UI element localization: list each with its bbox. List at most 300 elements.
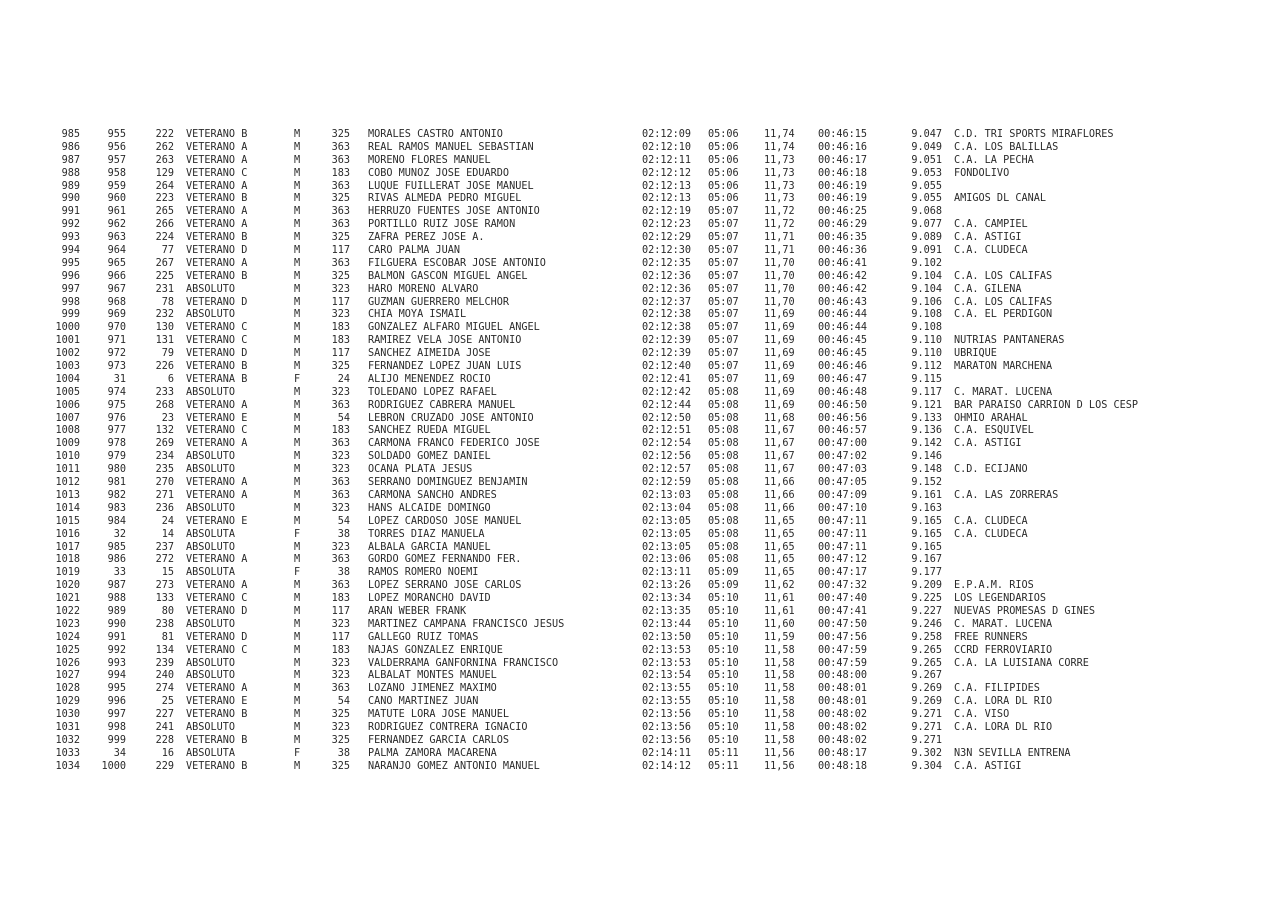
table-row (48, 155, 1248, 168)
gender-position-cell: 972 (107, 348, 126, 360)
pace-cell: 05:08 (708, 502, 739, 514)
club-cell: AMIGOS DL CANAL (954, 193, 1047, 205)
category-total-cell: 323 (331, 657, 350, 669)
overall-position-cell: 994 (61, 245, 80, 257)
category-total-cell: 183 (331, 425, 350, 437)
gender-position-cell: 999 (107, 734, 126, 746)
club-cell (942, 554, 1194, 567)
time-gap-cell: 00:48:02 (818, 734, 868, 746)
pace-cell: 05:10 (708, 657, 739, 669)
pace-cell: 05:07 (708, 206, 739, 218)
gender-position-cell: 969 (107, 309, 126, 321)
finish-time-cell: 02:13:05 (642, 528, 692, 540)
table-row (48, 580, 1248, 593)
pace-cell: 05:08 (708, 425, 739, 437)
finish-time-cell: 02:12:13 (642, 193, 692, 205)
points-cell: 9.108 (911, 309, 942, 321)
sex-cell: M (294, 296, 301, 308)
finish-time-cell: 02:12:39 (642, 335, 692, 347)
runner-name-cell: CARMONA SANCHO ANDRES (368, 489, 497, 501)
sex-cell: M (294, 670, 301, 682)
club-cell: CCRD FERROVIARIO (954, 644, 1053, 656)
overall-position-cell: 1025 (55, 644, 80, 656)
overall-position-cell: 1023 (55, 618, 80, 630)
sex-cell: M (294, 502, 301, 514)
runner-name-cell: RIVAS ALMEDA PEDRO MIGUEL (368, 193, 522, 205)
time-gap-cell: 00:48:00 (818, 670, 868, 682)
category-cell: ABSOLUTO (186, 721, 236, 733)
club-cell: C.A. CAMPIEL (954, 219, 1028, 231)
table-row (48, 619, 1248, 632)
category-total-cell: 325 (331, 734, 350, 746)
time-gap-cell: 00:47:59 (818, 657, 868, 669)
category-cell: VETERANO A (186, 438, 248, 450)
gender-position-cell: 982 (107, 489, 126, 501)
finish-time-cell: 02:13:03 (642, 489, 692, 501)
category-total-cell: 183 (331, 644, 350, 656)
gender-position-cell: 980 (107, 464, 126, 476)
category-total-cell: 363 (331, 257, 350, 269)
sex-cell: M (294, 386, 301, 398)
gender-position-cell: 1000 (101, 760, 126, 772)
gender-position-cell: 991 (107, 631, 126, 643)
finish-time-cell: 02:12:51 (642, 425, 692, 437)
category-cell: ABSOLUTO (186, 451, 236, 463)
speed-cell: 11,74 (764, 141, 795, 153)
category-cell: VETERANO A (186, 180, 248, 192)
club-cell: C.A. CLUDECA (954, 515, 1028, 527)
finish-time-cell: 02:12:38 (642, 309, 692, 321)
speed-cell: 11,66 (764, 502, 795, 514)
time-gap-cell: 00:47:10 (818, 502, 868, 514)
speed-cell: 11,58 (764, 657, 795, 669)
gender-position-cell: 34 (113, 747, 126, 759)
finish-time-cell: 02:12:36 (642, 283, 692, 295)
category-position-cell: 132 (155, 425, 174, 437)
category-cell: ABSOLUTA (186, 567, 236, 579)
speed-cell: 11,61 (764, 593, 795, 605)
points-cell: 9.102 (911, 257, 942, 269)
pace-cell: 05:10 (708, 670, 739, 682)
finish-time-cell: 02:13:04 (642, 502, 692, 514)
club-cell: E.P.A.M. RIOS (954, 580, 1034, 592)
finish-time-cell: 02:12:23 (642, 219, 692, 231)
points-cell: 9.302 (911, 747, 942, 759)
gender-position-cell: 994 (107, 670, 126, 682)
time-gap-cell: 00:47:59 (818, 644, 868, 656)
category-position-cell: 237 (155, 541, 174, 553)
category-cell: VETERANO A (186, 257, 248, 269)
club-cell (942, 374, 1194, 387)
points-cell: 9.161 (911, 489, 942, 501)
points-cell: 9.177 (911, 567, 942, 579)
speed-cell: 11,68 (764, 412, 795, 424)
category-position-cell: 77 (161, 245, 174, 257)
overall-position-cell: 1003 (55, 361, 80, 373)
sex-cell: M (294, 464, 301, 476)
sex-cell: M (294, 167, 301, 179)
table-row (48, 245, 1248, 258)
speed-cell: 11,67 (764, 425, 795, 437)
table-row (48, 142, 1248, 155)
table-row (48, 400, 1248, 413)
club-cell: UBRIQUE (954, 348, 997, 360)
points-cell: 9.165 (911, 541, 942, 553)
finish-time-cell: 02:12:11 (642, 154, 692, 166)
sex-cell: M (294, 657, 301, 669)
gender-position-cell: 993 (107, 657, 126, 669)
category-position-cell: 234 (155, 451, 174, 463)
speed-cell: 11,60 (764, 618, 795, 630)
pace-cell: 05:08 (708, 438, 739, 450)
overall-position-cell: 1015 (55, 515, 80, 527)
table-row (48, 670, 1248, 683)
category-total-cell: 325 (331, 709, 350, 721)
time-gap-cell: 00:47:05 (818, 477, 868, 489)
table-row (48, 271, 1248, 284)
time-gap-cell: 00:47:09 (818, 489, 868, 501)
runner-name-cell: FERNANDEZ GARCIA CARLOS (368, 734, 510, 746)
runner-name-cell: PORTILLO RUIZ JOSE RAMON (368, 219, 516, 231)
runner-name-cell: ZAFRA PEREZ JOSE A. (368, 232, 485, 244)
category-position-cell: 273 (155, 580, 174, 592)
category-total-cell: 325 (331, 232, 350, 244)
finish-time-cell: 02:13:55 (642, 683, 692, 695)
club-cell (942, 567, 1194, 580)
speed-cell: 11,71 (764, 245, 795, 257)
club-cell (942, 206, 1194, 219)
speed-cell: 11,58 (764, 721, 795, 733)
category-position-cell: 25 (161, 696, 174, 708)
speed-cell: 11,73 (764, 193, 795, 205)
pace-cell: 05:10 (708, 709, 739, 721)
table-row (48, 181, 1248, 194)
speed-cell: 11,70 (764, 270, 795, 282)
category-cell: VETERANO B (186, 361, 248, 373)
table-row (48, 232, 1248, 245)
overall-position-cell: 1011 (55, 464, 80, 476)
category-total-cell: 363 (331, 683, 350, 695)
club-cell: C. MARAT. LUCENA (954, 386, 1053, 398)
points-cell: 9.165 (911, 515, 942, 527)
club-cell: C.A. LOS CALIFAS (954, 270, 1053, 282)
time-gap-cell: 00:48:17 (818, 747, 868, 759)
overall-position-cell: 1000 (55, 322, 80, 334)
sex-cell: M (294, 515, 301, 527)
points-cell: 9.209 (911, 580, 942, 592)
sex-cell: F (294, 567, 301, 579)
finish-time-cell: 02:13:11 (642, 567, 692, 579)
category-cell: VETERANA B (186, 373, 248, 385)
gender-position-cell: 31 (113, 373, 126, 385)
runner-name-cell: RAMOS ROMERO NOEMI (368, 567, 479, 579)
runner-name-cell: TORRES DIAZ MANUELA (368, 528, 485, 540)
pace-cell: 05:10 (708, 644, 739, 656)
speed-cell: 11,58 (764, 734, 795, 746)
table-row (48, 361, 1248, 374)
overall-position-cell: 1002 (55, 348, 80, 360)
time-gap-cell: 00:46:17 (818, 154, 868, 166)
finish-time-cell: 02:13:35 (642, 605, 692, 617)
sex-cell: M (294, 154, 301, 166)
club-cell: LOS LEGENDARIOS (954, 593, 1047, 605)
pace-cell: 05:10 (708, 593, 739, 605)
club-cell: C.A. LORA DL RIO (954, 696, 1053, 708)
runner-name-cell: NARANJO GOMEZ ANTONIO MANUEL (368, 760, 540, 772)
category-total-cell: 54 (337, 515, 350, 527)
time-gap-cell: 00:46:19 (818, 180, 868, 192)
sex-cell: M (294, 618, 301, 630)
club-cell: C.A. GILENA (954, 283, 1022, 295)
club-cell: C.A. ASTIGI (954, 232, 1022, 244)
category-position-cell: 236 (155, 502, 174, 514)
category-position-cell: 80 (161, 605, 174, 617)
overall-position-cell: 986 (61, 141, 80, 153)
time-gap-cell: 00:48:02 (818, 709, 868, 721)
points-cell: 9.267 (911, 670, 942, 682)
runner-name-cell: ALIJO MENENDEZ ROCIO (368, 373, 491, 385)
table-row (48, 425, 1248, 438)
category-position-cell: 238 (155, 618, 174, 630)
sex-cell: M (294, 309, 301, 321)
pace-cell: 05:06 (708, 129, 739, 140)
pace-cell: 05:08 (708, 515, 739, 527)
category-position-cell: 14 (161, 528, 174, 540)
pace-cell: 05:08 (708, 412, 739, 424)
club-cell (942, 181, 1194, 194)
time-gap-cell: 00:47:11 (818, 541, 868, 553)
finish-time-cell: 02:13:53 (642, 644, 692, 656)
overall-position-cell: 1013 (55, 489, 80, 501)
pace-cell: 05:07 (708, 348, 739, 360)
category-cell: VETERANO B (186, 270, 248, 282)
runner-name-cell: MORALES CASTRO ANTONIO (368, 129, 503, 140)
category-cell: VETERANO A (186, 141, 248, 153)
runner-name-cell: FILGUERA ESCOBAR JOSE ANTONIO (368, 257, 546, 269)
pace-cell: 05:07 (708, 283, 739, 295)
points-cell: 9.112 (911, 361, 942, 373)
table-row (48, 258, 1248, 271)
table-row (48, 438, 1248, 451)
time-gap-cell: 00:46:45 (818, 335, 868, 347)
time-gap-cell: 00:46:19 (818, 193, 868, 205)
gender-position-cell: 964 (107, 245, 126, 257)
category-position-cell: 270 (155, 477, 174, 489)
overall-position-cell: 1033 (55, 747, 80, 759)
table-row (48, 735, 1248, 748)
category-position-cell: 271 (155, 489, 174, 501)
pace-cell: 05:10 (708, 618, 739, 630)
sex-cell: F (294, 528, 301, 540)
category-position-cell: 224 (155, 232, 174, 244)
table-row (48, 477, 1248, 490)
points-cell: 9.148 (911, 464, 942, 476)
speed-cell: 11,61 (764, 605, 795, 617)
runner-name-cell: CANO MARTINEZ JUAN (368, 696, 479, 708)
speed-cell: 11,71 (764, 232, 795, 244)
gender-position-cell: 987 (107, 580, 126, 592)
runner-name-cell: MATUTE LORA JOSE MANUEL (368, 709, 510, 721)
category-position-cell: 265 (155, 206, 174, 218)
time-gap-cell: 00:46:57 (818, 425, 868, 437)
time-gap-cell: 00:46:35 (818, 232, 868, 244)
runner-name-cell: GORDO GOMEZ FERNANDO FER. (368, 554, 522, 566)
category-cell: VETERANO C (186, 335, 248, 347)
finish-time-cell: 02:14:11 (642, 747, 692, 759)
category-total-cell: 363 (331, 180, 350, 192)
sex-cell: M (294, 361, 301, 373)
category-position-cell: 23 (161, 412, 174, 424)
runner-name-cell: GUZMAN GUERRERO MELCHOR (368, 296, 510, 308)
time-gap-cell: 00:48:02 (818, 721, 868, 733)
sex-cell: M (294, 206, 301, 218)
points-cell: 9.152 (911, 477, 942, 489)
pace-cell: 05:06 (708, 193, 739, 205)
speed-cell: 11,69 (764, 399, 795, 411)
category-total-cell: 183 (331, 335, 350, 347)
speed-cell: 11,73 (764, 154, 795, 166)
points-cell: 9.051 (911, 154, 942, 166)
club-cell (942, 670, 1194, 683)
points-cell: 9.167 (911, 554, 942, 566)
speed-cell: 11,69 (764, 322, 795, 334)
time-gap-cell: 00:47:56 (818, 631, 868, 643)
category-cell: VETERANO E (186, 412, 248, 424)
pace-cell: 05:07 (708, 335, 739, 347)
runner-name-cell: RODRIGUEZ CABRERA MANUEL (368, 399, 516, 411)
overall-position-cell: 995 (61, 257, 80, 269)
finish-time-cell: 02:14:12 (642, 760, 692, 772)
sex-cell: M (294, 489, 301, 501)
time-gap-cell: 00:46:44 (818, 322, 868, 334)
table-row (48, 683, 1248, 696)
time-gap-cell: 00:47:02 (818, 451, 868, 463)
finish-time-cell: 02:13:34 (642, 593, 692, 605)
runner-name-cell: ALBALA GARCIA MANUEL (368, 541, 491, 553)
speed-cell: 11,70 (764, 283, 795, 295)
sex-cell: M (294, 412, 301, 424)
finish-time-cell: 02:13:54 (642, 670, 692, 682)
pace-cell: 05:08 (708, 464, 739, 476)
table-row (48, 761, 1248, 774)
pace-cell: 05:11 (708, 760, 739, 772)
category-total-cell: 323 (331, 502, 350, 514)
runner-name-cell: LOPEZ CARDOSO JOSE MANUEL (368, 515, 522, 527)
category-position-cell: 268 (155, 399, 174, 411)
points-cell: 9.246 (911, 618, 942, 630)
finish-time-cell: 02:13:56 (642, 709, 692, 721)
category-total-cell: 38 (337, 747, 350, 759)
pace-cell: 05:08 (708, 386, 739, 398)
finish-time-cell: 02:12:38 (642, 322, 692, 334)
table-row (48, 709, 1248, 722)
category-total-cell: 323 (331, 541, 350, 553)
category-position-cell: 129 (155, 167, 174, 179)
overall-position-cell: 1005 (55, 386, 80, 398)
runner-name-cell: LOPEZ MORANCHO DAVID (368, 593, 491, 605)
overall-position-cell: 1027 (55, 670, 80, 682)
gender-position-cell: 983 (107, 502, 126, 514)
overall-position-cell: 1024 (55, 631, 80, 643)
time-gap-cell: 00:46:29 (818, 219, 868, 231)
time-gap-cell: 00:46:42 (818, 283, 868, 295)
table-row (48, 722, 1248, 735)
pace-cell: 05:08 (708, 528, 739, 540)
table-row (48, 567, 1248, 580)
gender-position-cell: 970 (107, 322, 126, 334)
category-total-cell: 363 (331, 580, 350, 592)
club-cell: C.D. ECIJANO (954, 464, 1028, 476)
category-total-cell: 323 (331, 451, 350, 463)
category-cell: VETERANO D (186, 631, 248, 643)
category-total-cell: 363 (331, 554, 350, 566)
category-position-cell: 24 (161, 515, 174, 527)
table-row (48, 335, 1248, 348)
pace-cell: 05:07 (708, 296, 739, 308)
speed-cell: 11,58 (764, 683, 795, 695)
gender-position-cell: 985 (107, 541, 126, 553)
table-row (48, 606, 1248, 619)
pace-cell: 05:07 (708, 245, 739, 257)
points-cell: 9.142 (911, 438, 942, 450)
table-row (48, 632, 1248, 645)
gender-position-cell: 956 (107, 141, 126, 153)
speed-cell: 11,69 (764, 348, 795, 360)
pace-cell: 05:10 (708, 605, 739, 617)
category-cell: VETERANO B (186, 129, 248, 140)
category-total-cell: 117 (331, 605, 350, 617)
category-cell: VETERANO A (186, 477, 248, 489)
gender-position-cell: 973 (107, 361, 126, 373)
pace-cell: 05:06 (708, 154, 739, 166)
sex-cell: M (294, 425, 301, 437)
category-total-cell: 363 (331, 219, 350, 231)
sex-cell: M (294, 709, 301, 721)
points-cell: 9.265 (911, 657, 942, 669)
gender-position-cell: 961 (107, 206, 126, 218)
pace-cell: 05:08 (708, 554, 739, 566)
club-cell: C.A. LA PECHA (954, 154, 1034, 166)
club-cell: C.A. LOS BALILLAS (954, 141, 1059, 153)
category-position-cell: 235 (155, 464, 174, 476)
points-cell: 9.110 (911, 335, 942, 347)
category-cell: VETERANO B (186, 193, 248, 205)
category-position-cell: 264 (155, 180, 174, 192)
table-row (48, 297, 1248, 310)
club-cell (942, 503, 1194, 516)
category-total-cell: 323 (331, 386, 350, 398)
category-cell: VETERANO B (186, 734, 248, 746)
category-cell: ABSOLUTO (186, 309, 236, 321)
speed-cell: 11,56 (764, 747, 795, 759)
points-cell: 9.227 (911, 605, 942, 617)
table-row (48, 309, 1248, 322)
pace-cell: 05:08 (708, 399, 739, 411)
time-gap-cell: 00:46:46 (818, 361, 868, 373)
table-row (48, 451, 1248, 464)
time-gap-cell: 00:46:25 (818, 206, 868, 218)
club-cell: C.A. CLUDECA (954, 245, 1028, 257)
gender-position-cell: 974 (107, 386, 126, 398)
overall-position-cell: 991 (61, 206, 80, 218)
club-cell (942, 451, 1194, 464)
club-cell: C.A. LOS CALIFAS (954, 296, 1053, 308)
pace-cell: 05:10 (708, 683, 739, 695)
overall-position-cell: 1019 (55, 567, 80, 579)
runner-name-cell: SANCHEZ RUEDA MIGUEL (368, 425, 491, 437)
category-position-cell: 231 (155, 283, 174, 295)
overall-position-cell: 1001 (55, 335, 80, 347)
